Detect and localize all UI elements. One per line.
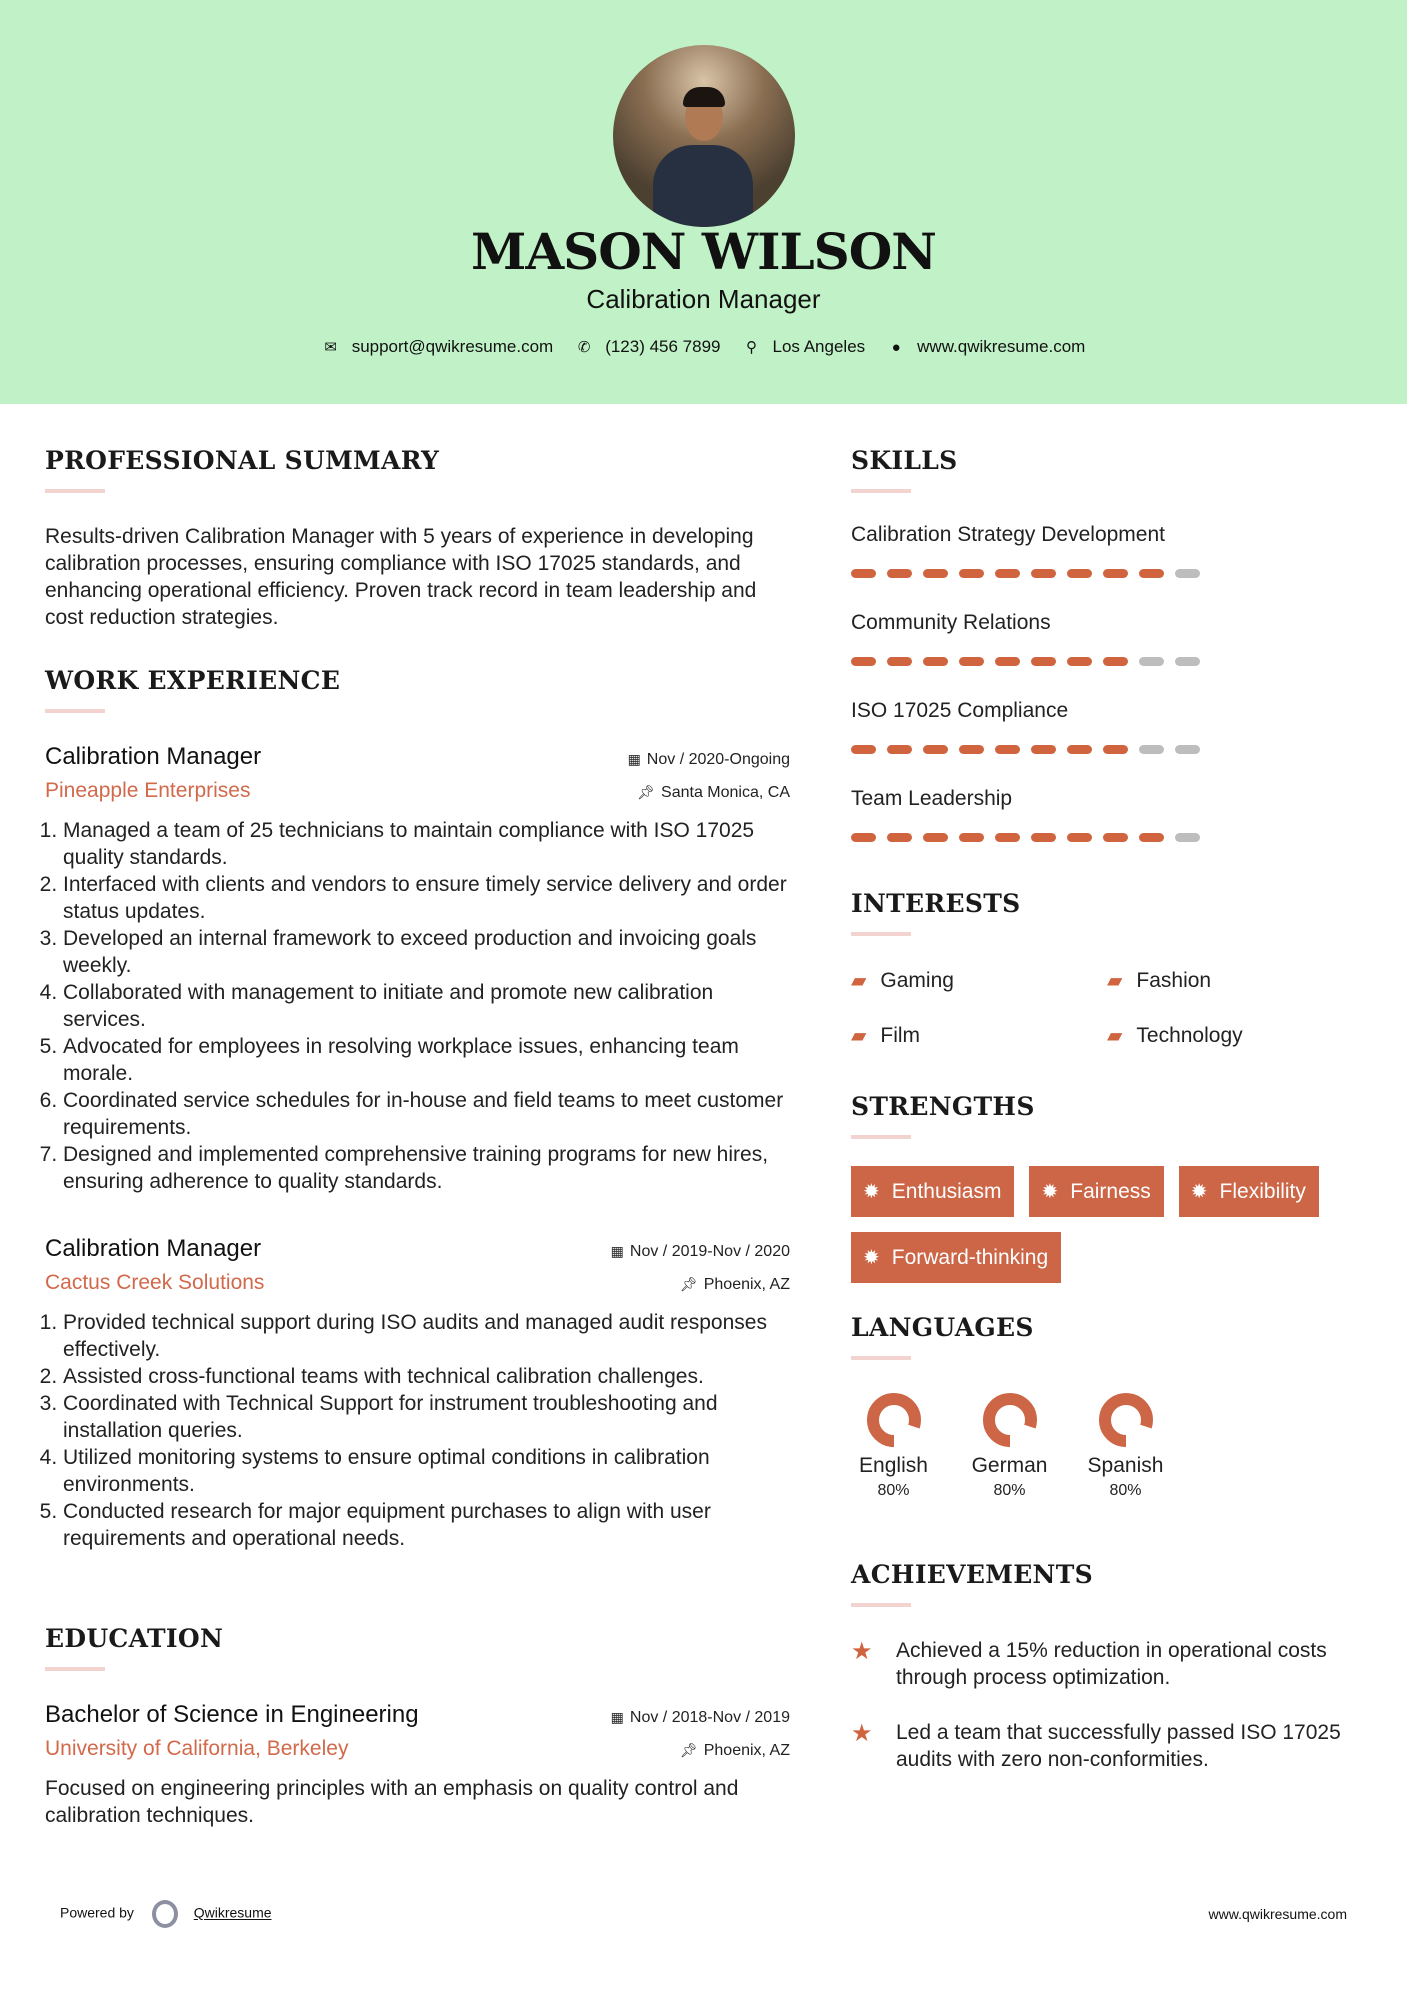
book-icon: ▰ [851,970,867,992]
skill-level-bar [851,833,1371,842]
section-heading: INTERESTS [851,889,1021,918]
education-row-2 [45,1737,790,1761]
phone-icon: ✆ [577,339,591,356]
powered-by-label: Powered by [60,1904,134,1921]
skill-dash-filled [995,833,1020,842]
badge-icon: ✹ [1190,1181,1208,1203]
language-donut [864,1390,924,1450]
job-title: Calibration Manager [45,743,262,770]
heading-underline [45,1667,105,1671]
book-icon: ▰ [851,1025,867,1047]
language-name: English [859,1454,928,1477]
book-icon: ▰ [1107,970,1123,992]
skill-dash-filled [1139,569,1164,578]
skill-dash-filled [1031,745,1056,754]
skill-dash-filled [923,569,948,578]
skill-dash-empty [1175,569,1200,578]
skill-dash-filled [887,569,912,578]
job-bullet: 4. Collaborated with management to initiate and promote new calibration services. [63,979,790,1033]
contact-website[interactable]: www.qwikresume.com [917,337,1086,356]
badge-icon: ✹ [1041,1181,1059,1203]
language-item [1060,1390,1191,1500]
skill-dash-filled [887,657,912,666]
profile-photo [613,45,795,227]
skill-dash-filled [923,745,948,754]
skill-dash-filled [1139,833,1164,842]
skill-dash-empty [1175,657,1200,666]
skill-dash-filled [1067,569,1092,578]
skill-dash-filled [1103,745,1128,754]
resume-header [0,0,1407,404]
language-percent: 80% [877,1482,910,1499]
strength-label: Forward-thinking [891,1245,1049,1269]
company-name: Pineapple Enterprises [45,779,251,802]
pin-icon: 📌︎ [679,1742,698,1758]
calendar-icon: ▦ [627,751,641,767]
star-icon: ★ [851,1720,873,1747]
skill-dash-filled [959,569,984,578]
interests-section [851,889,1371,1048]
skill-dash-empty [1139,745,1164,754]
job-bullet: 1. Provided technical support during ISO audits and managed audit responses effectively. [63,1309,790,1363]
skill-dash-filled [959,745,984,754]
job-location: Phoenix, AZ [703,1276,790,1293]
summary-text: Results-driven Calibration Manager with 5 years of experience in developing calibration processes, ensuring compliance with ISO 17025 standards, and enhancing operational efficiency. Proven track record in team leadership and cost reduction strategies. [45,525,757,629]
contact-email[interactable]: support@qwikresume.com [351,337,554,356]
badge-icon: ✹ [863,1247,880,1269]
skill-dash-filled [1031,657,1056,666]
job-entry [45,743,790,1195]
section-heading: STRENGTHS [851,1092,1035,1121]
job-title: Calibration Manager [45,1235,262,1262]
job-bullets [45,1309,790,1552]
interest-item [1107,968,1363,993]
language-donut [1096,1390,1156,1450]
skill-item [851,611,1371,666]
skill-dash-filled [1067,833,1092,842]
interest-item [851,968,1107,993]
heading-underline [45,709,105,713]
skill-level-bar [851,745,1371,754]
language-level-arc [989,1399,1031,1441]
achievement-text: Achieved a 15% reduction in operational costs through process optimization. [896,1639,1327,1689]
education-section [45,1624,790,1829]
job-bullet: 6. Coordinated service schedules for in-house and field teams to meet customer requirements. [63,1087,790,1141]
section-heading: EDUCATION [45,1624,224,1653]
experience-section [45,666,790,1552]
achievements-section [851,1560,1371,1773]
skill-item [851,787,1371,842]
heading-underline [851,489,911,493]
strength-tag [851,1232,1061,1283]
job-dates-meta [611,1243,790,1261]
brand-link[interactable]: Qwikresume [193,1904,272,1921]
skill-dash-filled [887,745,912,754]
job-bullet: 7. Designed and implemented comprehensive training programs for new hires, ensuring adherence to quality standards. [63,1141,790,1195]
skill-dash-filled [887,833,912,842]
skill-level-bar [851,657,1371,666]
education-description: Focused on engineering principles with an emphasis on quality control and calibration techniques. [45,1777,739,1827]
job-bullet: 3. Developed an internal framework to exceed production and invoicing goals weekly. [63,925,790,979]
interest-label: Film [880,1023,921,1047]
job-bullet: 3. Coordinated with Technical Support for instrument troubleshooting and installation queries. [63,1390,790,1444]
skill-dash-filled [923,657,948,666]
interest-label: Technology [1136,1023,1243,1047]
skill-dash-empty [1175,745,1200,754]
strengths-section [851,1092,1371,1283]
job-dates-meta [628,751,790,769]
interest-item [1107,1023,1363,1048]
education-location: Phoenix, AZ [703,1742,790,1759]
skill-item [851,699,1371,754]
degree-title: Bachelor of Science in Engineering [45,1701,419,1728]
strength-label: Enthusiasm [891,1179,1002,1203]
skill-dash-filled [1103,833,1128,842]
contact-location: Los Angeles [772,337,866,356]
language-percent: 80% [993,1482,1026,1499]
skill-item [851,523,1371,578]
interest-label: Fashion [1136,968,1212,992]
language-item [944,1390,1075,1500]
skill-level-bar [851,569,1371,578]
language-item [828,1390,959,1500]
skill-dash-filled [851,657,876,666]
heading-underline [851,1135,911,1139]
skill-dash-filled [1031,833,1056,842]
school-name: University of California, Berkeley [45,1737,349,1760]
skill-name: Calibration Strategy Development [851,523,1165,546]
section-heading: SKILLS [851,446,958,475]
strength-label: Flexibility [1219,1179,1306,1203]
heading-underline [851,932,911,936]
skill-dash-empty [1139,657,1164,666]
interest-label: Gaming [880,968,954,992]
job-location-meta [637,784,790,802]
contact-phone[interactable]: (123) 456 7899 [605,337,721,356]
job-bullet: 5. Conducted research for major equipment purchases to align with user requirements and operational needs. [63,1498,790,1552]
job-location: Santa Monica, CA [661,784,790,801]
language-percent: 80% [1109,1482,1142,1499]
achievement-text: Led a team that successfully passed ISO 17025 audits with zero non-conformities. [896,1721,1341,1771]
language-donut [980,1390,1040,1450]
section-heading: ACHIEVEMENTS [851,1560,1093,1589]
skill-dash-filled [995,569,1020,578]
job-header [45,1235,790,1263]
language-level-arc [1105,1399,1147,1441]
skill-dash-filled [923,833,948,842]
map-marker-icon: ⚲ [746,339,758,356]
education-dates: Nov / 2018-Nov / 2019 [629,1709,790,1726]
achievement-item [851,1719,1371,1773]
skill-dash-filled [851,745,876,754]
job-header [45,743,790,771]
skill-dash-filled [1103,569,1128,578]
skill-dash-empty [1175,833,1200,842]
star-icon: ★ [851,1638,873,1665]
job-bullet: 2. Interfaced with clients and vendors to ensure timely service delivery and order status updates. [63,871,790,925]
heading-underline [851,1356,911,1360]
job-bullet: 4. Utilized monitoring systems to ensure optimal conditions in calibration environments. [63,1444,790,1498]
skill-dash-filled [995,657,1020,666]
strength-tag [851,1166,1014,1217]
language-level-arc [873,1399,915,1441]
envelope-icon: ✉ [324,339,337,356]
skill-dash-filled [1031,569,1056,578]
book-icon: ▰ [1107,1025,1123,1047]
section-heading: WORK EXPERIENCE [45,666,341,695]
pin-icon: 📌︎ [637,784,656,800]
strength-label: Fairness [1070,1179,1151,1203]
contact-bar [0,337,1407,357]
pin-icon: 📌︎ [679,1276,698,1292]
summary-section [45,446,790,631]
calendar-icon: ▦ [610,1243,624,1259]
heading-underline [851,1603,911,1607]
achievement-item [851,1637,1371,1691]
job-subheader [45,1271,790,1295]
job-entry [45,1235,790,1552]
qwikresume-logo-icon [152,1900,178,1928]
skill-dash-filled [959,833,984,842]
job-location-meta [680,1276,790,1294]
skill-dash-filled [851,833,876,842]
section-heading: LANGUAGES [851,1313,1034,1342]
skill-name: ISO 17025 Compliance [851,699,1069,722]
section-heading: PROFESSIONAL SUMMARY [45,446,440,475]
badge-icon: ✹ [863,1181,880,1203]
job-bullet: 2. Assisted cross-functional teams with technical calibration challenges. [63,1363,790,1390]
footer [60,1900,1347,1928]
skills-section [851,446,1371,842]
job-dates: Nov / 2019-Nov / 2020 [629,1243,790,1260]
company-name: Cactus Creek Solutions [45,1271,265,1294]
language-name: Spanish [1087,1454,1164,1477]
job-bullet: 5. Advocated for employees in resolving workplace issues, enhancing team morale. [63,1033,790,1087]
job-dates: Nov / 2020-Ongoing [646,751,790,768]
language-name: German [971,1454,1048,1477]
skill-dash-filled [959,657,984,666]
strength-tag [1179,1166,1319,1217]
skill-dash-filled [1067,657,1092,666]
skill-dash-filled [995,745,1020,754]
education-row [45,1701,790,1729]
globe-icon: ● [891,338,901,356]
skill-name: Team Leadership [851,787,1013,810]
footer-website[interactable]: www.qwikresume.com [1208,1906,1347,1922]
skill-name: Community Relations [851,611,1051,634]
interest-item [851,1023,1107,1048]
calendar-icon: ▦ [610,1709,624,1725]
job-subheader [45,779,790,803]
skill-dash-filled [1067,745,1092,754]
heading-underline [45,489,105,493]
candidate-name: MASON WILSON [471,222,936,281]
job-bullets [45,817,790,1195]
languages-section [851,1313,1371,1500]
skill-dash-filled [1103,657,1128,666]
skill-dash-filled [851,569,876,578]
strength-tag [1029,1166,1163,1217]
candidate-title: Calibration Manager [586,284,821,314]
job-bullet: 1. Managed a team of 25 technicians to maintain compliance with ISO 17025 quality standards. [63,817,790,871]
